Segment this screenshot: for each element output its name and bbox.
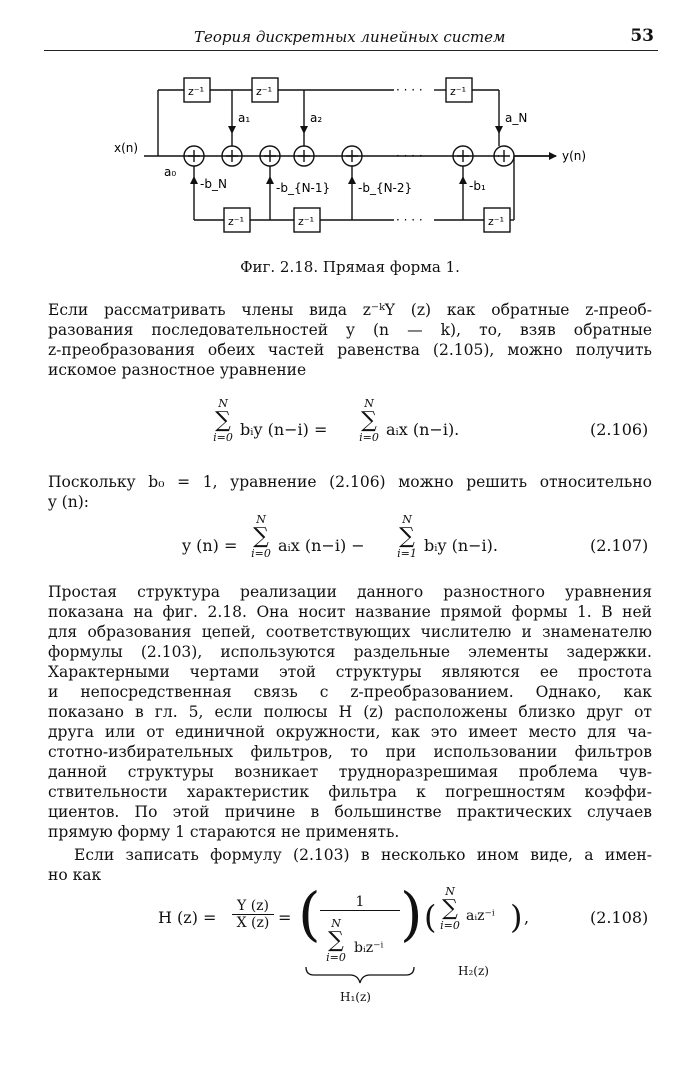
delay-label: z⁻¹ — [188, 85, 204, 98]
eq107-lhs: y (n) = — [182, 536, 238, 555]
text-line: Если рассматривать члены вида z⁻ᵏY (z) как обратные z-преоб- — [48, 301, 652, 319]
text-line: данной структуры возникает трудноразрешимая проблема чув- — [48, 763, 652, 781]
figure-direct-form-1 — [44, 60, 658, 260]
text-line: формулы (2.103), используются раздельные элементы задержки. — [48, 643, 652, 661]
sum-symbol: N ∑ i=0 — [440, 885, 460, 932]
coef-b1: -b₁ — [469, 179, 486, 193]
text-line: показана на фиг. 2.18. Она носит название прямой формы 1. В ней — [48, 603, 652, 621]
eq108-lhs: H (z) = — [158, 908, 217, 927]
delay-label: z⁻¹ — [298, 215, 314, 228]
coef-bN1: -b_{N-1} — [276, 181, 331, 195]
left-paren: ( — [298, 880, 321, 948]
sum-symbol: N ∑ i=0 — [251, 513, 271, 560]
page-number: 53 — [630, 26, 654, 46]
sum-symbol: N ∑ i=0 — [326, 917, 346, 964]
fraction-yx: Y (z) X (z) — [232, 898, 274, 931]
underbrace-h1 — [306, 967, 414, 983]
right-paren: ) — [510, 898, 523, 936]
eq108-sum-b: bᵢz⁻ⁱ — [354, 940, 384, 956]
block-diagram — [44, 60, 658, 260]
paragraph-3 — [48, 582, 652, 842]
running-title: Теория дискретных линейных систем — [194, 28, 506, 46]
coef-a0: a₀ — [164, 165, 177, 179]
eq106-lhs: bᵢy (n−i) = — [240, 420, 328, 439]
coef-a1: a₁ — [238, 111, 251, 125]
paragraph-2 — [48, 472, 652, 512]
delay-label: z⁻¹ — [450, 85, 466, 98]
text-line: Характерными чертами этой структуры являются ее простота — [48, 663, 652, 681]
eq108-eq: = — [278, 908, 292, 927]
coef-bN: -b_N — [200, 177, 227, 191]
sum-symbol: N ∑ i=0 — [359, 397, 379, 444]
delay-label: z⁻¹ — [256, 85, 272, 98]
delay-label: z⁻¹ — [488, 215, 504, 228]
text-line: разования последовательностей y (n — k), то, взяв обратные — [48, 321, 652, 339]
coef-aN: a_N — [505, 111, 528, 125]
label-output: y(n) — [562, 149, 587, 163]
equation-number: (2.107) — [590, 536, 649, 555]
fraction-one: 1 — [320, 894, 400, 913]
text-line: стотно-избирательных фильтров, то при использовании фильтров — [48, 743, 652, 761]
dots-top: · · · · — [396, 83, 423, 97]
coef-a2: a₂ — [310, 111, 323, 125]
text-line: Если записать формулу (2.103) в несколько ином виде, а имен- — [74, 846, 652, 864]
figure-caption: Фиг. 2.18. Прямая форма 1. — [240, 258, 460, 276]
text-line: искомое разностное уравнение — [48, 361, 307, 379]
text-line: Поскольку b₀ = 1, уравнение (2.106) можно решить относительно — [48, 473, 652, 491]
text-line: друга или от единичной окружности, как это имеет место для ча- — [48, 723, 652, 741]
eq107-mid: aᵢx (n−i) − — [278, 536, 365, 555]
delay-label: z⁻¹ — [228, 215, 244, 228]
text-line: Простая структура реализации данного разностного уравнения — [48, 583, 652, 601]
sum-symbol: N ∑ i=0 — [213, 397, 233, 444]
text-line: z-преобразования обеих частей равенства (2.105), можно получить — [48, 341, 652, 359]
right-paren: ) — [400, 880, 423, 948]
dots-middle: · · · · — [396, 149, 423, 163]
eq107-rhs: bᵢy (n−i). — [424, 536, 498, 555]
page-header — [44, 28, 658, 51]
eq108-comma: , — [524, 908, 530, 927]
paragraph-4 — [48, 845, 652, 885]
eq108-sum-a: aᵢz⁻ⁱ — [466, 908, 495, 924]
dots-bottom: · · · · — [396, 213, 423, 227]
sum-symbol: N ∑ i=1 — [397, 513, 417, 560]
label-input: x(n) — [114, 141, 139, 155]
left-paren: ( — [424, 898, 437, 936]
text-line: ствительности характеристик фильтра к погрешностям коэффи- — [48, 783, 652, 801]
text-line: прямую форму 1 стараются не применять. — [48, 823, 400, 841]
eq106-rhs: aᵢx (n−i). — [386, 420, 460, 439]
paragraph-1 — [48, 300, 652, 380]
label-h2: H₂(z) — [458, 964, 489, 978]
label-h1: H₁(z) — [340, 990, 371, 1004]
text-line: показано в гл. 5, если полюсы H (z) расположены близко друг от — [48, 703, 652, 721]
coef-bN2: -b_{N-2} — [358, 181, 413, 195]
equation-number: (2.108) — [590, 908, 649, 927]
equation-number: (2.106) — [590, 420, 649, 439]
text-line: но как — [48, 866, 102, 884]
text-line: и непосредственная связь с z-преобразованием. Однако, как — [48, 683, 652, 701]
text-line: y (n): — [48, 493, 89, 511]
text-line: для образования цепей, соответствующих числителю и знаменателю — [48, 623, 652, 641]
text-line: циентов. По этой причине в большинстве практических случаев — [48, 803, 652, 821]
